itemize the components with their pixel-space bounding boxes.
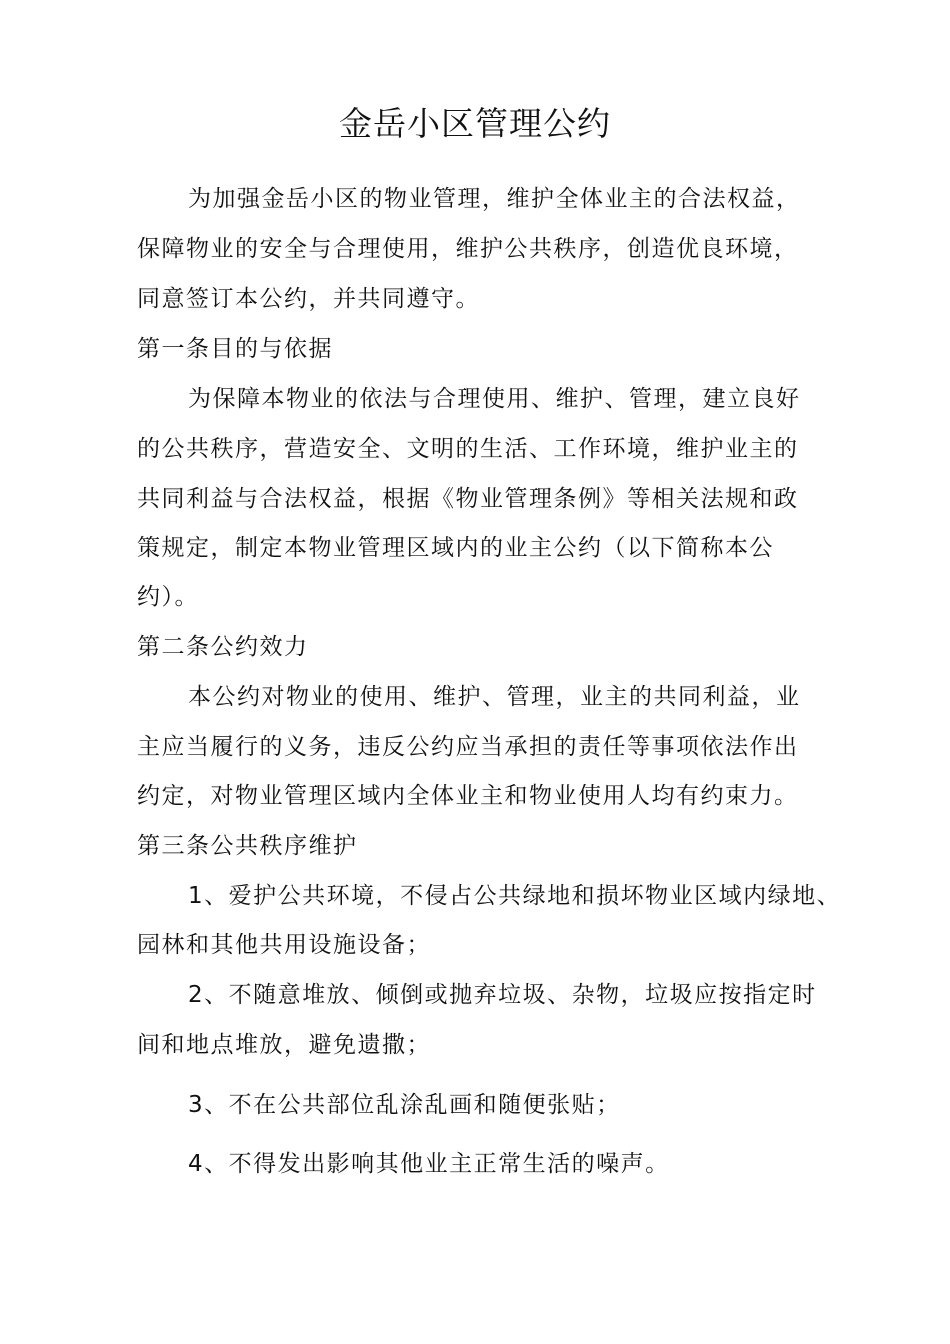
article-heading: 第一条目的与依据: [137, 336, 333, 362]
list-item-line: 间和地点堆放，避免遗撒；: [137, 1032, 431, 1058]
article-paragraph-line: 约）。: [137, 584, 199, 610]
preamble-line: 为加强金岳小区的物业管理，维护全体业主的合法权益，: [188, 186, 801, 212]
article-paragraph-line: 为保障本物业的依法与合理使用、维护、管理，建立良好: [188, 386, 801, 412]
article-paragraph-line: 约定，对物业管理区域内全体业主和物业使用人均有约束力。: [137, 783, 799, 809]
article-heading: 第三条公共秩序维护: [137, 833, 358, 859]
article-paragraph-line: 本公约对物业的使用、维护、管理，业主的共同利益，业: [188, 684, 801, 710]
list-item-line: 1、爱护公共环境，不侵占公共绿地和损坏物业区域内绿地、: [188, 883, 842, 909]
article-paragraph-line: 的公共秩序，营造安全、文明的生活、工作环境，维护业主的: [137, 436, 799, 462]
article-paragraph-line: 共同利益与合法权益，根据《物业管理条例》等相关法规和政: [137, 486, 799, 512]
list-item-line: 园林和其他共用设施设备；: [137, 932, 431, 958]
preamble-line: 保障物业的安全与合理使用，维护公共秩序，创造优良环境，: [137, 236, 799, 262]
preamble-line: 同意签订本公约，并共同遵守。: [137, 286, 480, 312]
list-item-line: 3、不在公共部位乱涂乱画和随便张贴；: [188, 1092, 621, 1118]
article-paragraph-line: 主应当履行的义务，违反公约应当承担的责任等事项依法作出: [137, 734, 799, 760]
article-heading: 第二条公约效力: [137, 634, 309, 660]
article-paragraph-line: 策规定，制定本物业管理区域内的业主公约（以下简称本公: [137, 535, 774, 561]
list-item-line: 2、不随意堆放、倾倒或抛弃垃圾、杂物，垃圾应按指定时: [188, 982, 817, 1008]
list-item-line: 4、不得发出影响其他业主正常生活的噪声。: [188, 1151, 670, 1177]
document-title: 金岳小区管理公约: [339, 104, 611, 143]
